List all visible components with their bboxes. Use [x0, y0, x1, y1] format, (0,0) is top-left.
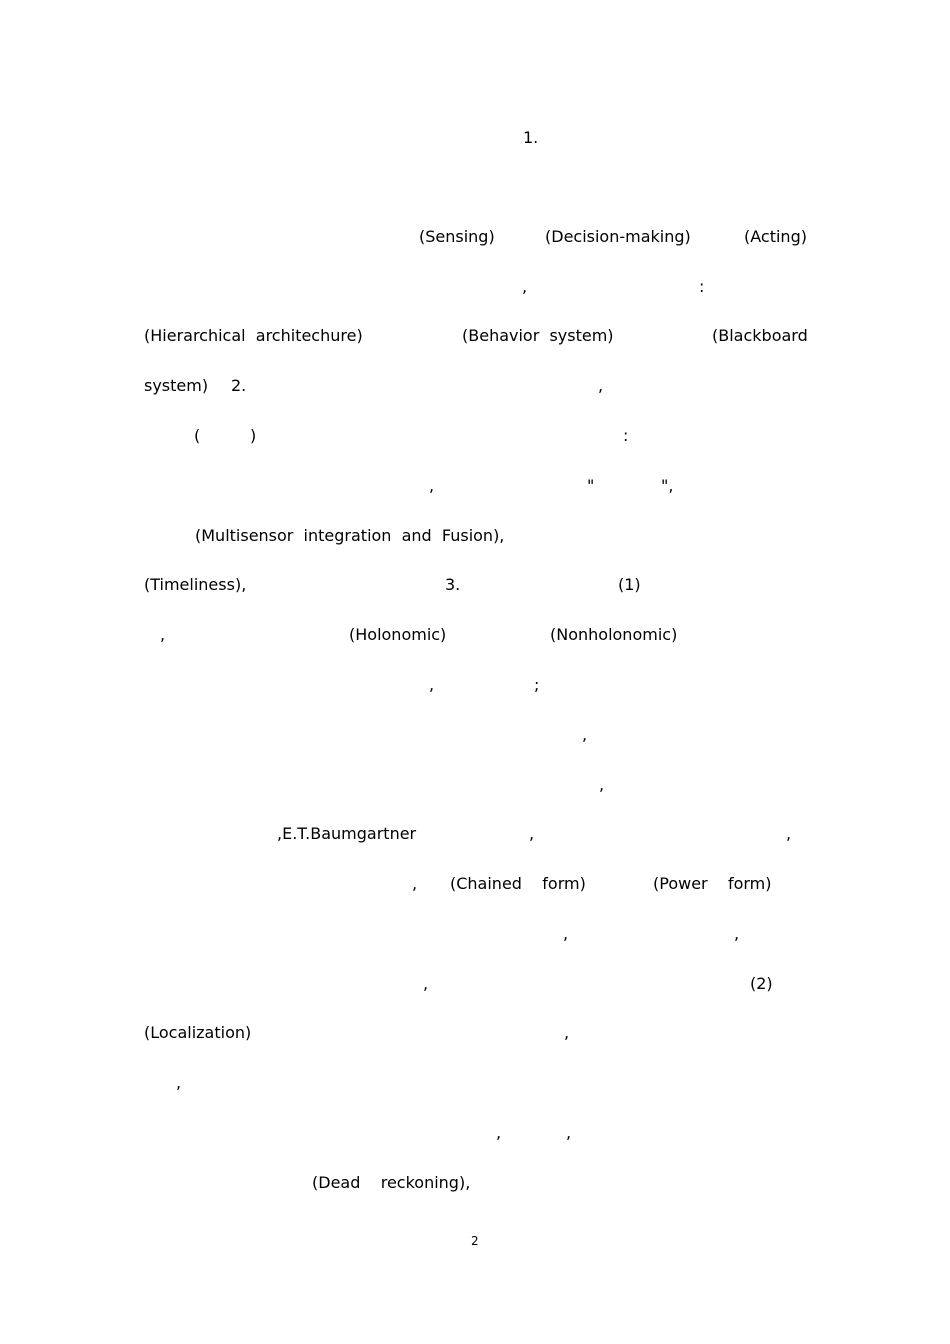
text-fragment: ,	[582, 725, 588, 744]
text-fragment: 3.	[445, 575, 461, 594]
text-fragment: ,	[412, 874, 418, 893]
text-fragment: ,	[599, 775, 605, 794]
text-fragment: (Acting)	[744, 227, 807, 246]
text-fragment: (Decision-making)	[545, 227, 691, 246]
text-fragment: ,	[564, 1023, 570, 1042]
text-fragment: (1)	[618, 575, 641, 594]
text-fragment: ,	[176, 1073, 182, 1092]
text-fragment: ,	[598, 376, 604, 395]
text-fragment: ,	[734, 924, 740, 943]
text-fragment: ,	[429, 476, 435, 495]
text-fragment: (Nonholonomic)	[550, 625, 678, 644]
text-fragment: (Sensing)	[419, 227, 495, 246]
text-fragment: ,	[566, 1123, 572, 1142]
text-fragment: ,	[786, 824, 792, 843]
text-fragment: ",	[661, 476, 674, 495]
text-fragment: (Chained form)	[450, 874, 586, 893]
text-fragment: ;	[534, 675, 540, 694]
text-fragment: (Dead reckoning),	[312, 1173, 471, 1192]
text-fragment: (	[194, 426, 201, 445]
text-fragment: ,	[522, 277, 528, 296]
text-fragment: ,	[563, 924, 569, 943]
text-fragment: (Holonomic)	[349, 625, 447, 644]
text-fragment: (2)	[750, 974, 773, 993]
text-fragment: "	[587, 476, 595, 495]
text-fragment: (Power form)	[653, 874, 772, 893]
text-fragment: )	[250, 426, 257, 445]
text-fragment: (Hierarchical architechure)	[144, 326, 363, 345]
text-fragment: 2.	[231, 376, 247, 395]
text-fragment: (Localization)	[144, 1023, 252, 1042]
text-fragment: (Behavior system)	[462, 326, 614, 345]
text-fragment: ,E.T.Baumgartner	[277, 824, 417, 843]
text-fragment: :	[623, 426, 629, 445]
text-fragment: ,	[160, 625, 166, 644]
text-fragment: ,	[429, 675, 435, 694]
text-fragment: ,	[496, 1123, 502, 1142]
text-fragment: system)	[144, 376, 209, 395]
text-fragment: (Timeliness),	[144, 575, 247, 594]
text-fragment: ,	[529, 824, 535, 843]
text-fragment: (Blackboard	[712, 326, 808, 345]
text-fragment: ,	[423, 974, 429, 993]
page-number: 2	[471, 1234, 479, 1248]
text-fragment: (Multisensor integration and Fusion),	[195, 526, 505, 545]
section-heading: 1.	[523, 128, 539, 147]
text-fragment: :	[699, 277, 705, 296]
